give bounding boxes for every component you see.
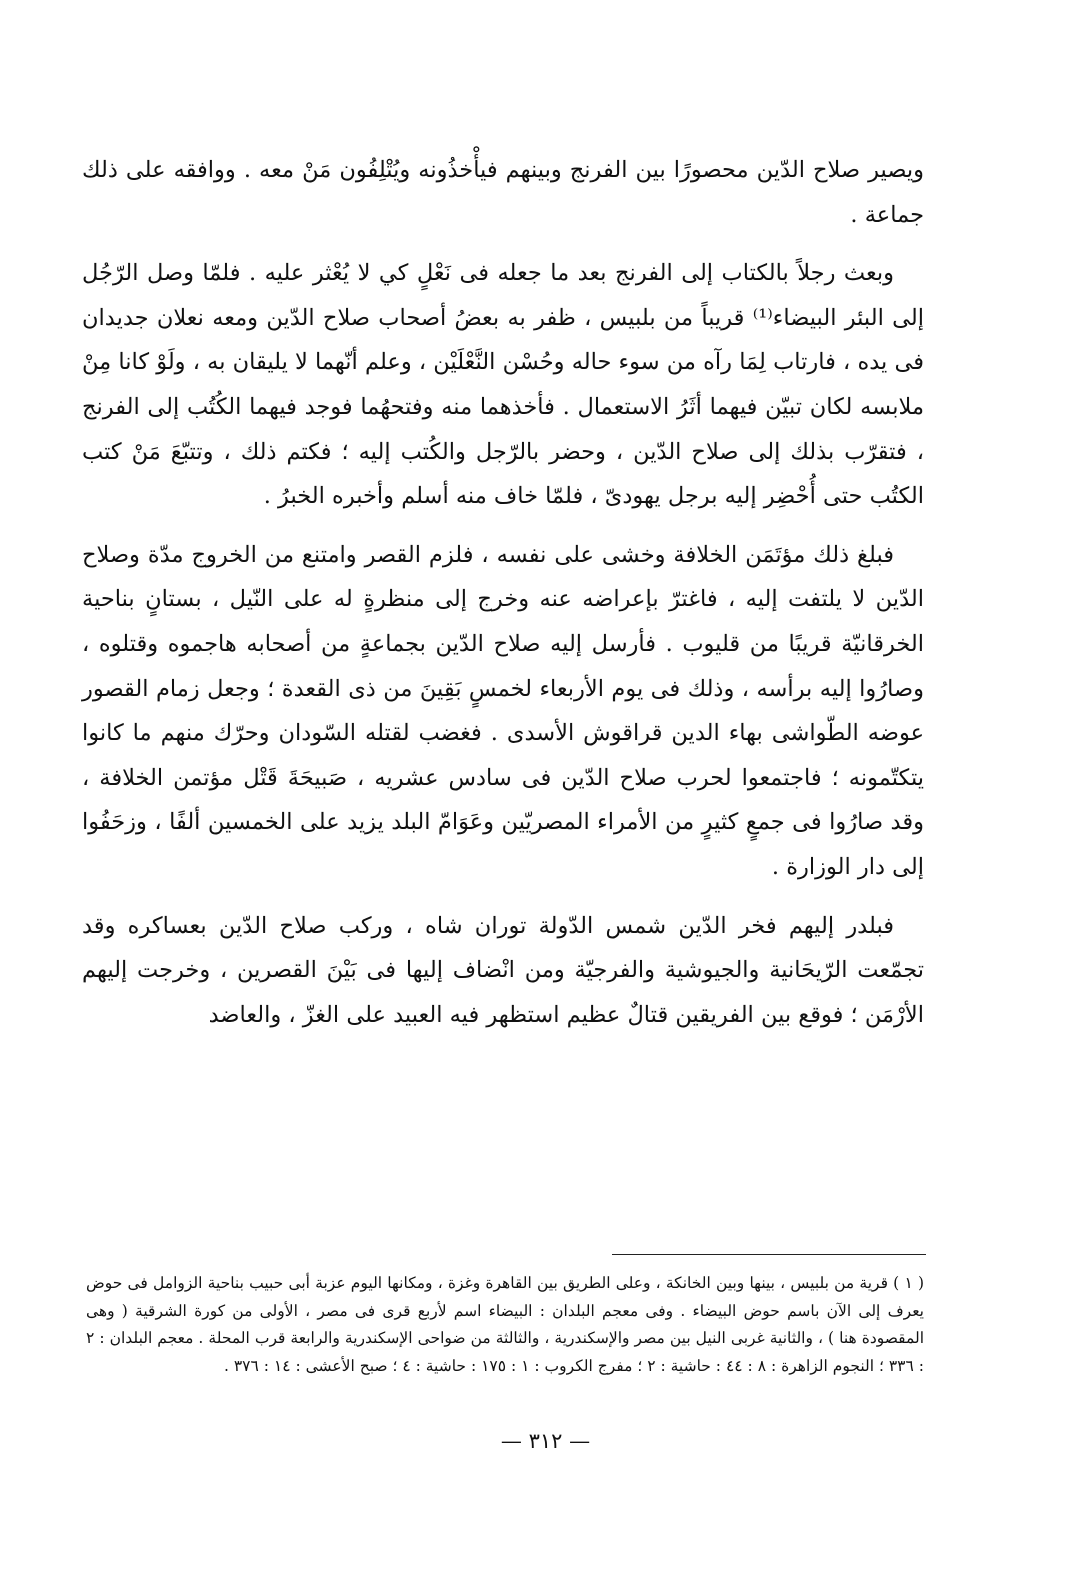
paragraph-4: فبلدر إليهم فخر الدّين شمس الدّولة توران شاه ، وركب صلاح الدّين بعساكره وقد تجمّعت الرّيحَانية والجيوشية والفرجيّة ومن انْضاف إليها فى بَيْنَ القصرين ، وخرجت إليهم الأرْمَن ؛ فوقع بين الفريقين قتالٌ عظيم استظهر فيه العبيد على الغزّ ، والعاضد — [82, 912, 924, 1028]
footnote-divider — [612, 1254, 926, 1255]
paragraph-2: وبعث رجلاً بالكتاب إلى الفرنج بعد ما جعله فى نَعْلٍ كي لا يُعْثر عليه . فلمّا وصل الرّجُل إلى البئر البيضاء⁽¹⁾ قريباً من بلبيس ، ظفر به بعضُ أصحاب صلاح الدّين ومعه نعلان جديدان فى يده ، فارتاب لِمَا رآه من سوء حاله وحُسْن النَّعْلَيْن ، وعلم أنّهما لا يليقان به ، ولَوْ كانا مِنْ ملابسه لكان تبيّن فيهما أثَرُ الاستعمال . فأخذهما منه وفتحهُما فوجد فيهما الكُتُب إلى الفرنج ، فتقرّب بذلك إلى صلاح الدّين ، وحضر بالرّجل والكُتب إليه ؛ فكتم ذلك ، وتتبّعَ مَنْ كتب الكتُب حتى أُحْضِر إليه برجل يهودىّ ، فلمّا خاف منه أسلم وأخبره الخبرُ . — [82, 260, 924, 510]
paragraph-3: فبلغ ذلك مؤتَمَن الخلافة وخشى على نفسه ، فلزم القصر وامتنع من الخروج مدّة وصلاح الدّين لا يلتفت إليه ، فاغترّ بإعراضه عنه وخرج إلى منظرةٍ له على النّيل ، بستانٍ بناحية الخرقانيّة قريبًا من قليوب . فأرسل إليه صلاح الدّين بجماعةٍ من أصحابه هاجموه وقتلوه ، وصارُوا إليه برأسه ، وذلك فى يوم الأربعاء لخمسٍ بَقِينَ من ذى القعدة ؛ وجعل زمام القصور عوضه الطّواشى بهاء الدين قراقوش الأسدى . فغضب لقتله السّودان وحرّك منهم ما كانوا يتكتّمونه ؛ فاجتمعوا لحرب صلاح الدّين فى سادس عشريه ، صَبيحَةَ قَتْل مؤتمن الخلافة ، وقد صارُوا فى جمعٍ كثيرٍ من الأمراء المصريّين وعَوَامّ البلد يزيد على الخمسين ألفًا ، وزحَفُوا إلى دار الوزارة . — [82, 541, 924, 880]
footnote: ( ١ ) قرية من بلبيس ، بينها وبين الخانكة ، وعلى الطريق بين القاهرة وغزة ، ومكانها اليوم عزبة أبى حبيب بناحية الزوامل فى حوض يعرف إلى الآن باسم حوض البيضاء . وفى معجم البلدان : البيضاء اسم لأربع قرى فى مصر ، الأولى من كورة الشرقية ( وهى المقصودة هنا ) ، والثانية غربى النيل بين مصر والإسكندرية ، والثالثة من ضواحى الإسكندرية والرابعة قرب المحلة . معجم البلدان : ٢ : ٣٣٦ ؛ النجوم الزاهرة : ٨ : ٤٤ : حاشية : ٢ ؛ مفرج الكروب : ١ : ١٧٥ : حاشية : ٤ ؛ صبح الأعشى : ١٤ : ٣٧٦ . — [86, 1274, 925, 1375]
main-text — [82, 148, 924, 1051]
page-number: — ٣١٢ — — [500, 1429, 591, 1453]
paragraph-1: ويصير صلاح الدّين محصورًا بين الفرنج وبينهم فيأْخذُونه ويُتْلِفُون مَنْ معه . ووافقه على ذلك جماعة . — [82, 157, 924, 228]
